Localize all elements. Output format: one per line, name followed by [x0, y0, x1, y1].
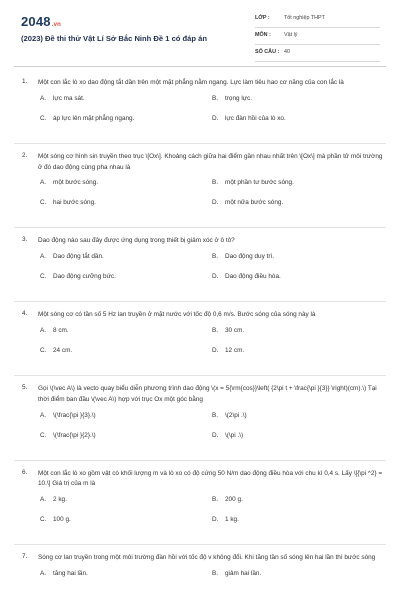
option-a[interactable] [40, 496, 67, 503]
question-number: 1. [22, 78, 28, 85]
meta-row-class [255, 11, 380, 28]
option-a[interactable] [40, 412, 96, 419]
option-letter: A. [40, 569, 47, 577]
option-b[interactable] [212, 327, 244, 334]
option-b[interactable] [212, 253, 274, 260]
question-number: 7. [22, 553, 28, 561]
option-letter: D. [212, 114, 219, 122]
meta-value: 40 [284, 49, 290, 55]
question-text: Gọi \(\vec A\) là vecto quay biểu diễn phương trình dao động \(x = 5{\rm{cos}}\left( {2\pi t + \frac{\pi }{3}} \right)(cm).\) Tại thời điểm ban đầu \(\vec A\) hợp với trục Ox một góc bằng [38, 384, 377, 403]
question [22, 78, 386, 143]
question-number: 2. [22, 151, 28, 159]
answer-options [38, 253, 386, 301]
option-text: giảm hai lần. [225, 569, 262, 577]
option-text: một bước sóng. [53, 179, 99, 187]
option-a[interactable] [40, 179, 98, 186]
option-b[interactable] [212, 496, 243, 503]
option-text: \(2\pi .\) [225, 411, 247, 419]
answer-options [38, 412, 386, 460]
option-text: 2 kg. [53, 496, 67, 504]
option-letter: B. [212, 496, 219, 504]
option-b[interactable] [212, 412, 247, 419]
option-text: 30 cm. [225, 326, 245, 334]
meta-row-subject [255, 28, 380, 45]
answer-options [38, 327, 386, 375]
option-c[interactable] [40, 199, 96, 206]
option-letter: C. [40, 346, 47, 354]
question-text: Một sóng cơ có tần số 5 Hz lan truyền ở mặt nước với tốc độ 0,6 m/s. Bước sóng của sóng này là [38, 311, 316, 319]
question [22, 384, 386, 460]
option-c[interactable] [40, 347, 72, 354]
option-text: 24 cm. [53, 346, 73, 354]
question-list [0, 78, 400, 590]
question-text: Một sóng cơ hình sin truyền theo trục \[Ox\]. Khoảng cách giữa hai điểm gần nhau nhất trên \[Ox\] mà phần tử môi trường ở đó dao động cùng pha nhau là [38, 152, 383, 171]
option-letter: D. [212, 431, 219, 439]
option-letter: B. [212, 326, 219, 334]
option-text: Dao động tắt dần. [53, 253, 104, 261]
option-text: 1 kg. [225, 516, 239, 524]
question-number: 4. [22, 310, 28, 318]
option-letter: C. [40, 516, 47, 524]
meta-value: Tốt nghiệp THPT [284, 15, 325, 21]
option-text: 100 g. [53, 516, 71, 524]
option-text: \(\frac{\pi }{3}.\) [53, 411, 96, 419]
option-d[interactable] [212, 115, 286, 122]
question-number: 3. [22, 236, 28, 244]
question-text: Một con lắc lò xo gồm vật có khối lượng m và lò xo có độ cứng 50 N/m dao động điều hòa với chu kì 0,4 s. Lấy \[{\pi ^2} = 10.\] Giá trị của m là [38, 469, 383, 488]
answer-options [38, 95, 386, 143]
option-letter: C. [40, 114, 47, 122]
meta-row-count [255, 45, 380, 62]
option-text: trọng lực. [225, 94, 253, 102]
option-letter: B. [212, 253, 219, 261]
document-title: (2023) Đề thi thử Vật Lí Sở Bắc Ninh Đề 1 có đáp án [21, 34, 208, 43]
question-number: 6. [22, 468, 28, 476]
option-letter: B. [212, 179, 219, 187]
option-text: Dao động điều hòa. [225, 273, 281, 281]
answer-options [38, 179, 386, 227]
option-a[interactable] [40, 95, 85, 102]
option-text: lực đàn hồi của lò xo. [225, 114, 286, 122]
question [22, 310, 386, 375]
option-text: lực ma sát. [53, 94, 85, 102]
option-text: một phần tư bước sóng. [225, 179, 294, 187]
site-logo[interactable] [21, 14, 61, 29]
meta-key: SỐ CÂU : [255, 49, 280, 55]
option-c[interactable] [40, 432, 96, 439]
option-text: Dao động cưỡng bức. [53, 273, 116, 281]
logo-main: 2048 [21, 14, 51, 29]
option-a[interactable] [40, 570, 88, 577]
option-text: hai bước sóng. [53, 199, 96, 207]
option-letter: A. [40, 411, 47, 419]
option-letter: B. [212, 411, 219, 419]
question-text: Dao động nào sau đây được ứng dụng trong thiết bị giảm xóc ở ô tô? [38, 237, 235, 245]
question [22, 152, 386, 228]
option-b[interactable] [212, 179, 294, 186]
option-b[interactable] [212, 95, 252, 102]
option-letter: A. [40, 326, 47, 334]
question [22, 553, 386, 590]
logo-tld: .vn [51, 22, 62, 28]
meta-table [255, 11, 380, 62]
option-a[interactable] [40, 327, 69, 334]
option-letter: A. [40, 496, 47, 504]
option-text: 200 g. [225, 496, 243, 504]
option-d[interactable] [212, 273, 281, 280]
option-text: \(\pi .\) [225, 431, 244, 439]
option-text: \(\frac{\pi }{2}.\) [53, 431, 96, 439]
option-c[interactable] [40, 516, 71, 523]
option-letter: D. [212, 516, 219, 524]
option-b[interactable] [212, 570, 261, 577]
option-letter: C. [40, 199, 47, 207]
option-letter: A. [40, 179, 47, 187]
option-letter: A. [40, 253, 47, 261]
option-text: 12 cm. [225, 346, 245, 354]
answer-options [38, 570, 386, 590]
question [22, 469, 386, 545]
option-letter: B. [212, 94, 219, 102]
option-letter: D. [212, 346, 219, 354]
answer-options [38, 496, 386, 544]
question [22, 236, 386, 301]
option-text: áp lực lên mặt phẳng ngang. [53, 114, 135, 122]
option-d[interactable] [212, 516, 239, 523]
document-header [0, 0, 400, 74]
option-letter: B. [212, 569, 219, 577]
header-divider [14, 66, 386, 67]
option-letter: C. [40, 273, 47, 281]
option-text: Dao động duy trì. [225, 253, 275, 261]
question-text: Một con lắc lò xo dao động tắt dần trên một mặt phẳng nằm ngang. Lực làm tiêu hao cơ năng của con lắc là [38, 79, 344, 86]
option-letter: D. [212, 199, 219, 207]
question-text: Sóng cơ lan truyền trong một môi trường đàn hồi với tốc độ v không đổi. Khi tăng tần số sóng lên hai lần thì bước sóng [38, 554, 376, 562]
option-d[interactable] [212, 199, 283, 206]
option-text: tăng hai lần. [53, 569, 88, 577]
option-d[interactable] [212, 432, 243, 439]
option-c[interactable] [40, 115, 134, 122]
option-letter: D. [212, 273, 219, 281]
option-text: 8 cm. [53, 326, 69, 334]
meta-key: LỚP : [255, 15, 270, 21]
option-a[interactable] [40, 253, 104, 260]
option-text: một nửa bước sóng. [225, 199, 284, 207]
option-letter: A. [40, 94, 47, 102]
question-number: 5. [22, 383, 28, 391]
meta-key: MÔN : [255, 32, 271, 38]
option-letter: C. [40, 431, 47, 439]
meta-value: Vật lý [284, 32, 298, 38]
option-c[interactable] [40, 273, 116, 280]
option-d[interactable] [212, 347, 244, 354]
